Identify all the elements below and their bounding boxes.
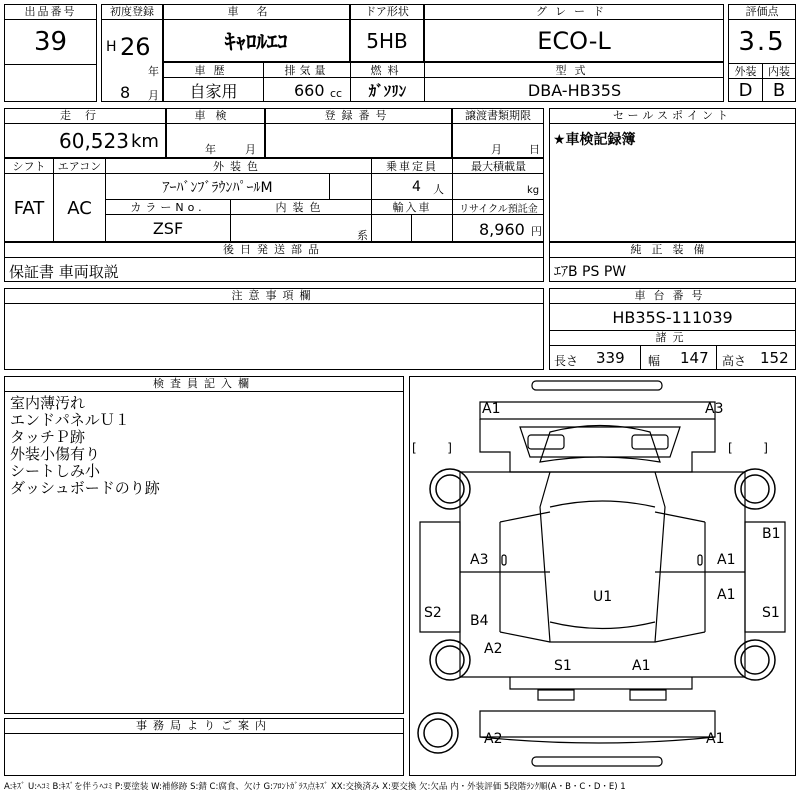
- mark-u1-roof: U1: [593, 589, 613, 605]
- seats: 4: [412, 179, 421, 195]
- seats-unit: 人: [433, 183, 444, 196]
- mark-a1-rear: A1: [706, 731, 725, 747]
- mark-b1-right: B1: [762, 526, 781, 542]
- car-name-label: 車名: [164, 5, 349, 20]
- chassis-box: [549, 288, 796, 370]
- length-label: 長さ: [554, 354, 579, 368]
- notes-box: [4, 288, 544, 370]
- mileage-box: [4, 108, 166, 158]
- door-type: 5HB: [366, 29, 408, 53]
- notes-label: 注意事項欄: [5, 289, 543, 304]
- reg-month-unit: 月: [148, 89, 159, 102]
- load-unit: kg: [527, 185, 540, 196]
- door-label: ドア形状: [351, 5, 423, 20]
- insp-month-unit: 月: [245, 143, 256, 156]
- bracket-left-text: [ ]: [412, 441, 452, 455]
- mark-a3-left-door: A3: [470, 552, 489, 568]
- height: 152: [760, 349, 789, 367]
- car-name: ｷｬﾛﾙｴｺ: [225, 30, 288, 54]
- int-color-label: 内装色: [231, 200, 372, 215]
- legend: A:ｷｽﾞ U:ﾍｺﾐ B:ｷｽﾞを伴うﾍｺﾐ P:要塗装 W:補修跡 S:錆 C:腐食、欠け G:ﾌﾛﾝﾄｶﾞﾗｽ点ｷｽﾞ XX:交換済み X:要交換 欠:欠品 内・外装評価 5段階ﾗﾝｸ順(A・B・C・D・E) 1: [4, 782, 626, 792]
- note-line: 室内薄汚れ: [10, 394, 86, 412]
- note-line: ダッシュボードのり跡: [10, 479, 160, 497]
- score: 3.5: [738, 27, 786, 57]
- inspection-box: [166, 108, 265, 158]
- mark-b4-left: B4: [470, 613, 489, 629]
- sub-row: [163, 62, 724, 102]
- mark-a1-rear-right: A1: [632, 658, 651, 674]
- score-label: 評価点: [729, 5, 795, 20]
- lot-box: [4, 4, 97, 102]
- ext-color: ｱｰﾊﾞﾝﾌﾞﾗｳﾝﾊﾟｰﾙM: [106, 174, 330, 200]
- mark-a2-left-rear: A2: [484, 641, 503, 657]
- genuine-label: 純正装備: [550, 243, 795, 258]
- ext-color-label: 外装色: [106, 159, 372, 174]
- reg-no-label: 登録番号: [266, 109, 451, 124]
- int-color-unit: 系: [357, 229, 368, 242]
- mark-a2-rear: A2: [484, 731, 503, 747]
- mark-s1-rear-left: S1: [554, 658, 572, 674]
- mileage-unit: km: [131, 131, 159, 152]
- sales-text: ★車検記録簿: [553, 132, 636, 148]
- chassis-number: HB35S-111039: [550, 304, 795, 331]
- grade-label: グレード: [425, 5, 723, 20]
- interior-grade: B: [772, 79, 786, 101]
- color-no-label: カラーNo.: [106, 200, 231, 215]
- car-name-box: [163, 4, 350, 62]
- reg-month: 8: [120, 83, 131, 102]
- height-label: 高さ: [722, 354, 747, 368]
- recycle-label: リサイクル預託金: [453, 200, 544, 215]
- inspection-label: 車検: [167, 109, 264, 124]
- reg-no-box: [265, 108, 452, 158]
- model: DBA-HB35S: [527, 80, 622, 100]
- transfer-day-unit: 日: [529, 143, 540, 156]
- note-line: シートしみ小: [10, 462, 101, 480]
- later-label: 後日発送部品: [5, 243, 543, 258]
- width-label: 幅: [648, 354, 661, 368]
- grade-box: [424, 4, 724, 62]
- displacement-label: 排気量: [264, 63, 351, 78]
- era: H: [106, 39, 117, 55]
- transfer-month-unit: 月: [491, 143, 502, 156]
- ac: AC: [54, 174, 106, 242]
- insp-year-unit: 年: [205, 143, 216, 156]
- reg-year-unit: 年: [148, 65, 159, 78]
- seats-label: 乗車定員: [372, 159, 453, 174]
- fuel-label: 燃料: [351, 63, 425, 78]
- recycle: 8,960: [479, 220, 525, 239]
- office-label: 事務局よりご案内: [5, 719, 403, 734]
- exterior-label: 外装: [729, 64, 763, 79]
- inspector-box: [4, 376, 404, 714]
- specs-label: 諸元: [550, 331, 795, 346]
- mark-a3-front-right: A3: [705, 401, 724, 417]
- sales-label: セールスポイント: [550, 109, 795, 124]
- sales-point-box: [549, 108, 796, 242]
- note-line: エンドパネルＵ１: [10, 411, 130, 429]
- lot-number: 39: [33, 27, 68, 57]
- interior-label: 内装: [762, 64, 796, 79]
- note-line: タッチＰ跡: [10, 428, 86, 446]
- first-reg-label: 初度登録: [102, 5, 162, 20]
- mark-a1-front-left: A1: [482, 401, 501, 417]
- chassis-label: 車台番号: [550, 289, 795, 304]
- mileage: 60,523: [59, 129, 129, 153]
- first-registration-box: [101, 4, 163, 102]
- shift-label: シフト: [5, 159, 54, 174]
- mark-s2-left: S2: [424, 605, 442, 621]
- mark-a1-right-door-2: A1: [717, 587, 736, 603]
- color-no: ZSF: [106, 215, 231, 242]
- transfer-box: [452, 108, 544, 158]
- later-text: 保証書 車両取説: [9, 263, 119, 281]
- length: 339: [596, 349, 625, 367]
- load-label: 最大積載量: [453, 159, 544, 174]
- lot-label: 出品番号: [5, 5, 96, 20]
- displacement-unit: cc: [330, 87, 343, 100]
- spec-grid: [4, 158, 544, 242]
- inspector-notes: [5, 392, 403, 500]
- bracket-right-text: [ ]: [728, 441, 768, 455]
- shift: FAT: [5, 174, 54, 242]
- model-label: 型式: [425, 63, 724, 78]
- note-line: 外装小傷有り: [10, 445, 101, 463]
- history: 自家用: [164, 78, 264, 102]
- displacement: 660: [294, 81, 325, 100]
- genuine-box: [549, 242, 796, 282]
- later-parts-box: [4, 242, 544, 282]
- transfer-label: 譲渡書類期限: [453, 109, 543, 124]
- mark-s1-right: S1: [762, 605, 780, 621]
- mileage-label: 走行: [5, 109, 165, 124]
- inspector-label: 検査員記入欄: [5, 377, 403, 392]
- recycle-unit: 円: [531, 225, 542, 238]
- reg-year: 26: [120, 33, 151, 61]
- exterior-grade: D: [729, 79, 763, 101]
- width: 147: [680, 349, 709, 367]
- score-box: [728, 4, 796, 102]
- door-box: [350, 4, 424, 62]
- car-diagram: [409, 376, 796, 776]
- grade: ECO-L: [537, 27, 611, 55]
- import-label: 輸入車: [372, 200, 453, 215]
- genuine-text: ｴｱB PS PW: [554, 264, 627, 280]
- office-box: [4, 718, 404, 776]
- car-outline: [410, 377, 795, 775]
- history-label: 車歴: [164, 63, 264, 78]
- fuel: ｶﾞｿﾘﾝ: [351, 78, 425, 102]
- mark-a1-right-door: A1: [717, 552, 736, 568]
- ac-label: エアコン: [54, 159, 106, 174]
